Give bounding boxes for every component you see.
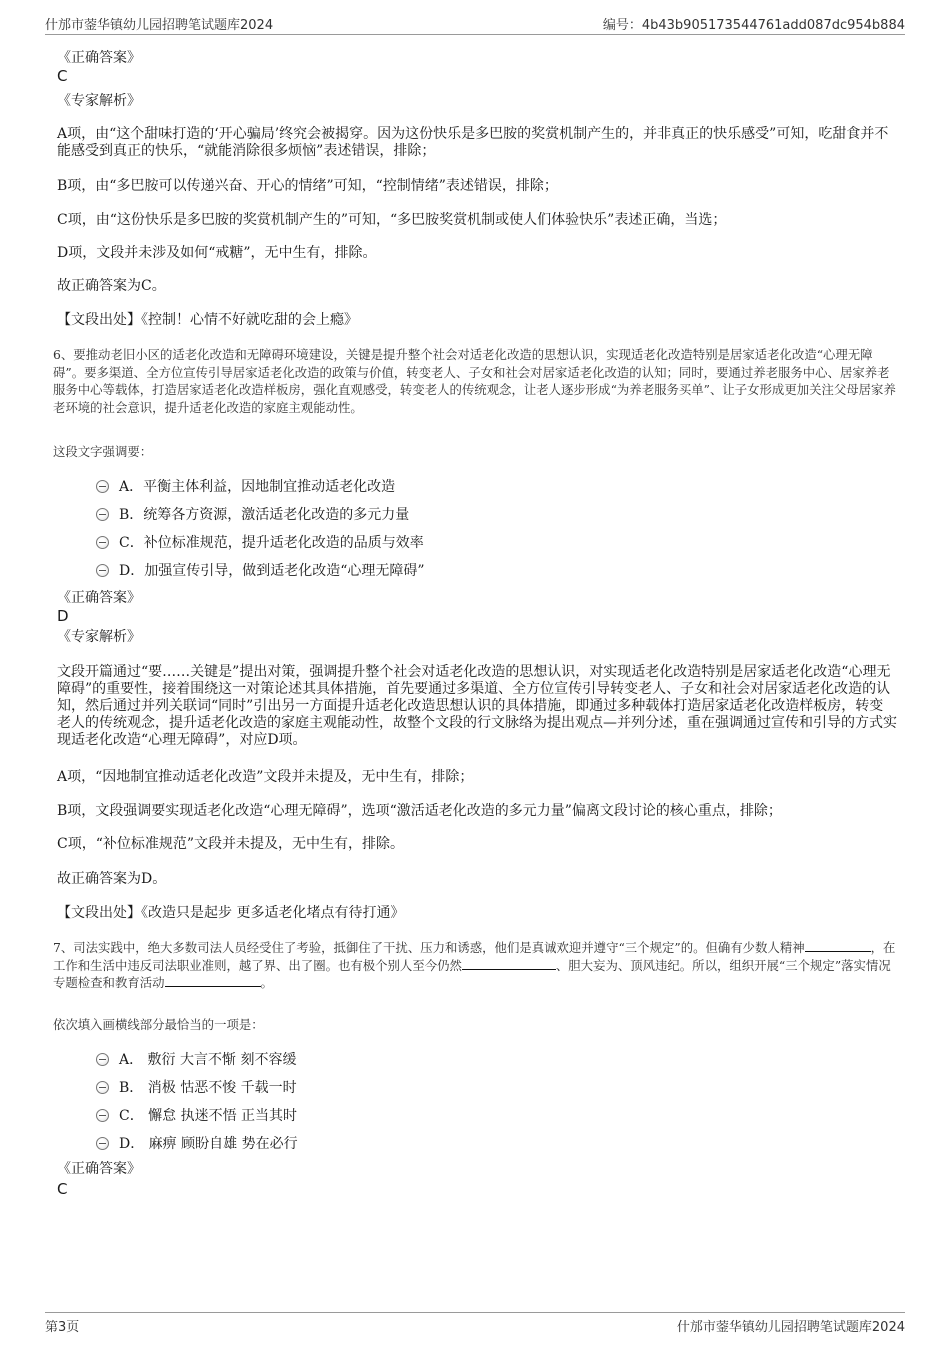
conclusion: 故正确答案为C。 bbox=[57, 278, 166, 294]
answer-value: D bbox=[57, 607, 69, 625]
page-number: 第3页 bbox=[45, 1320, 80, 1335]
radio-icon[interactable] bbox=[96, 1081, 109, 1094]
blank-line-3 bbox=[165, 986, 261, 987]
source: 【文段出处】《改造只是起步 更多适老化堵点有待打通》 bbox=[57, 905, 405, 921]
question-hint: 依次填入画横线部分最恰当的一项是： bbox=[53, 1017, 264, 1032]
option-c[interactable]: C． 懈怠 执迷不悟 正当其时 bbox=[96, 1105, 297, 1125]
option-d[interactable]: D． 麻痹 顾盼自雄 势在必行 bbox=[96, 1133, 298, 1153]
source: 【文段出处】《控制！心情不好就吃甜的会上瘾》 bbox=[57, 312, 358, 328]
header-code: 编号：4b43b905173544761add087dc954b884 bbox=[602, 18, 905, 33]
radio-icon[interactable] bbox=[96, 564, 109, 577]
analysis-label: 《专家解析》 bbox=[57, 629, 141, 645]
option-d[interactable]: D．加强宣传引导，做到适老化改造“心理无障碍” bbox=[96, 560, 425, 580]
option-a[interactable]: A． 敷衍 大言不惭 刻不容缓 bbox=[96, 1049, 296, 1069]
question-text: 6、要推动老旧小区的适老化改造和无障碍环境建设，关键是提升整个社会对适老化改造的思想认识，实现适老化改造特别是居家适老化改造“心理无障碍”。要多渠道、全方位宣传引导居家适老化改造的政策与价值，转变老人、子女和社会对居家适老化改造的认知；同时，要通过养老服务中心、居家养老服务中心等载体，打造居家适老化改造样板房，强化直观感受，转变老人的传统观念，让老人逐步形成“为养老服务买单”、让子女形成更加关注父母居家养老环境的社会意识，提升适老化改造的家庭主观能动性。 bbox=[53, 347, 896, 415]
analysis-main: 文段开篇通过“要……关键是”提出对策，强调提升整个社会对适老化改造的思想认识，对实现适老化改造特别是居家适老化改造“心理无障碍”的重要性，接着围绕这一对策论述其具体措施，首先要通过多渠道、全方位宣传引导转变老人、子女和社会对居家适老化改造的认知，然后通过并列关联词“同时”引出另一方面提升适老化改造思想认识的具体措施，即通过多种载体打造居家适老化改造样板房，转变老人的传统观念，提升适老化改造的家庭主观能动性，故整个文段的行文脉络为提出观点—并列分述，重在强调通过宣传和引导的方式实现适老化改造“心理无障碍”，对应D项。 bbox=[57, 664, 897, 748]
page-header bbox=[45, 14, 905, 35]
blank-line-1 bbox=[805, 951, 871, 952]
answer-value: C bbox=[57, 67, 68, 85]
analysis-option-a: A项，“因地制宜推动适老化改造”文段并未提及，无中生有，排除； bbox=[57, 769, 474, 785]
radio-icon[interactable] bbox=[96, 1137, 109, 1150]
page-footer bbox=[45, 1312, 905, 1335]
analysis-option-b: B项，文段强调要实现适老化改造“心理无障碍”，选项“激活适老化改造的多元力量”偏离文段讨论的核心重点，排除； bbox=[57, 803, 782, 819]
question-text: 7、司法实践中，绝大多数司法人员经受住了考验，抵御住了干扰、压力和诱惑，他们是真诚欢迎并遵守“三个规定”的。但确有少数人精神 ，在工作和生活中违反司法职业准则，越了界、出了圈。也有极个别人至今仍然 、胆大妄为、顶风违纪。所以，组织开展“三个规定”落实情况专题检查和教育活动 。 bbox=[53, 940, 896, 990]
header-title: 什邡市蓥华镇幼儿园招聘笔试题库2024 bbox=[45, 18, 274, 33]
option-c[interactable]: C．补位标准规范，提升适老化改造的品质与效率 bbox=[96, 532, 424, 552]
blank-line-2 bbox=[462, 969, 556, 970]
analysis-option-b: B项，由“多巴胺可以传递兴奋、开心的情绪”可知，“控制情绪”表述错误，排除； bbox=[57, 178, 558, 194]
conclusion: 故正确答案为D。 bbox=[57, 871, 167, 887]
analysis-option-d: D项，文段并未涉及如何“戒糖”，无中生有，排除。 bbox=[57, 245, 377, 261]
radio-icon[interactable] bbox=[96, 1053, 109, 1066]
analysis-option-c: C项，由“这份快乐是多巴胺的奖赏机制产生的”可知，“多巴胺奖赏机制或使人们体验快乐”表述正确，当选； bbox=[57, 212, 727, 228]
radio-icon[interactable] bbox=[96, 508, 109, 521]
analysis-option-a: A项，由“这个甜味打造的‘开心骗局’终究会被揭穿。因为这份快乐是多巴胺的奖赏机制产生的，并非真正的快乐感受”可知，吃甜食并不能感受到真正的快乐，“就能消除很多烦恼”表述错误，排除； bbox=[57, 126, 889, 159]
option-a[interactable]: A．平衡主体利益，因地制宜推动适老化改造 bbox=[96, 476, 395, 496]
answer-label: 《正确答案》 bbox=[57, 1161, 141, 1177]
radio-icon[interactable] bbox=[96, 480, 109, 493]
option-b[interactable]: B． 消极 怙恶不悛 千载一时 bbox=[96, 1077, 297, 1097]
analysis-option-c: C项，“补位标准规范”文段并未提及，无中生有，排除。 bbox=[57, 836, 405, 852]
footer-title: 什邡市蓥华镇幼儿园招聘笔试题库2024 bbox=[676, 1320, 905, 1335]
answer-value: C bbox=[57, 1180, 68, 1198]
answer-label: 《正确答案》 bbox=[57, 590, 141, 606]
radio-icon[interactable] bbox=[96, 536, 109, 549]
question-hint: 这段文字强调要： bbox=[53, 444, 153, 459]
analysis-label: 《专家解析》 bbox=[57, 93, 141, 109]
radio-icon[interactable] bbox=[96, 1109, 109, 1122]
answer-label: 《正确答案》 bbox=[57, 50, 141, 66]
option-b[interactable]: B．统筹各方资源，激活适老化改造的多元力量 bbox=[96, 504, 409, 524]
